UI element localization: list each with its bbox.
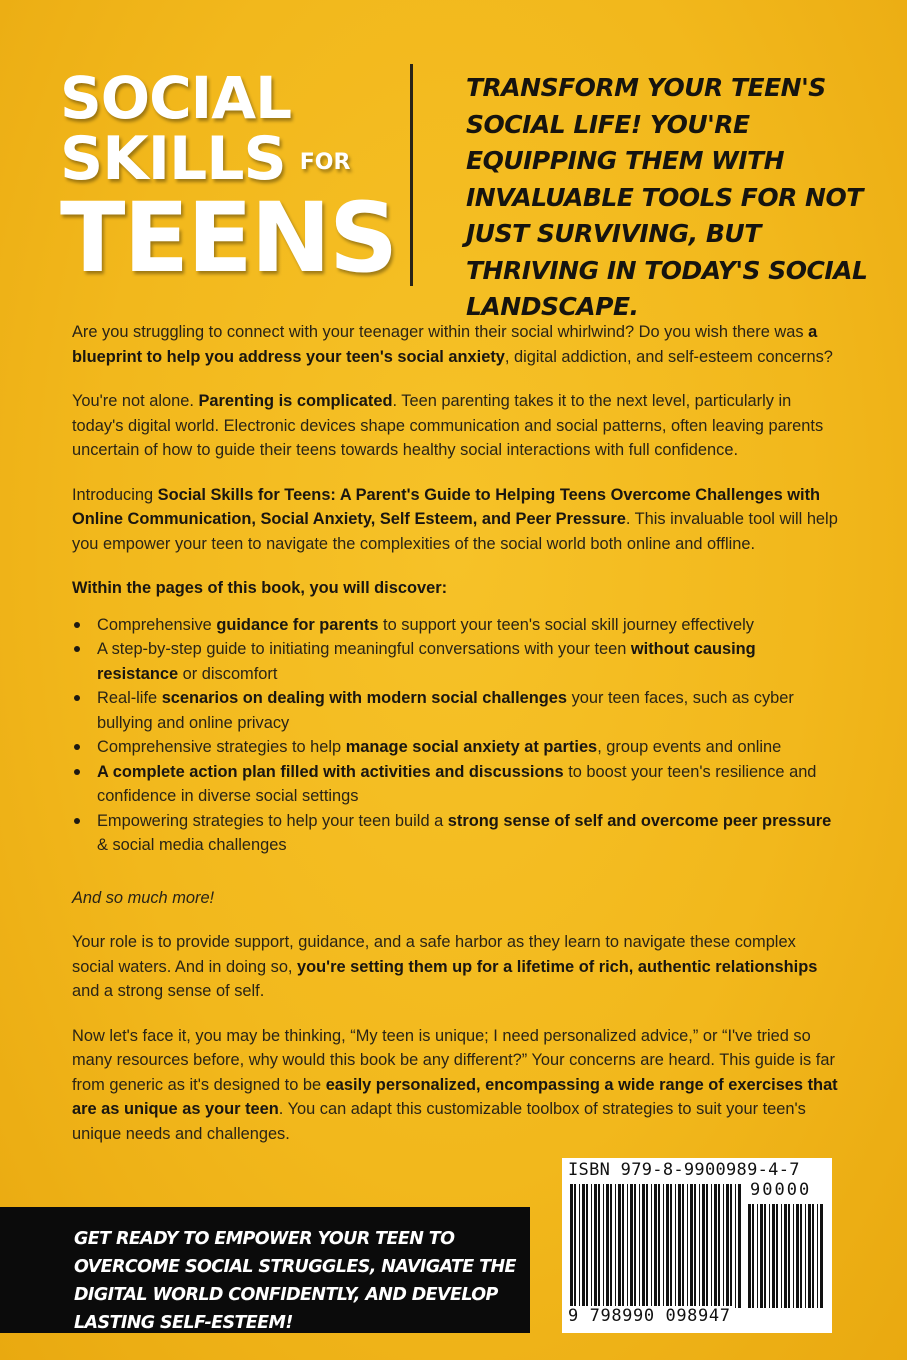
barcode-bar — [678, 1184, 681, 1308]
barcode-bar — [796, 1204, 799, 1308]
barcode-bar — [690, 1184, 693, 1308]
barcode-bar — [615, 1184, 616, 1308]
blurb — [72, 320, 840, 1166]
list-item: Real-life scenarios on dealing with modern social challenges your teen faces, such as cyber bullying and online privacy — [72, 686, 840, 735]
barcode-bar — [788, 1204, 790, 1308]
barcode-bar — [627, 1184, 628, 1308]
barcode-bar — [752, 1204, 754, 1308]
barcode-bar — [574, 1184, 576, 1308]
list-item: Comprehensive guidance for parents to support your teen's social skill journey effectively — [72, 613, 840, 638]
list-item: A complete action plan filled with activities and discussions to boost your teen's resilience and confidence in diverse social settings — [72, 760, 840, 809]
barcode-bar — [591, 1184, 592, 1308]
list-item: A step-by-step guide to initiating meaningful conversations with your teen without causing resistance or discomfort — [72, 637, 840, 686]
list-item: Empowering strategies to help your teen build a strong sense of self and overcome peer pressure & social media challenges — [72, 809, 840, 858]
barcode-bar — [760, 1204, 763, 1308]
barcode-bar — [805, 1204, 806, 1308]
barcode-bar — [730, 1184, 732, 1308]
barcode-bar — [639, 1184, 640, 1308]
barcode-number: 9 798990 098947 — [568, 1306, 731, 1326]
barcode-bar — [634, 1184, 636, 1308]
barcode-bar — [630, 1184, 633, 1308]
barcode-bar — [682, 1184, 684, 1308]
barcode-bar — [586, 1184, 588, 1308]
barcode — [562, 1158, 832, 1333]
call-to-action-banner — [0, 1207, 530, 1333]
barcode-bar — [714, 1184, 717, 1308]
barcode-bar — [748, 1204, 751, 1308]
barcode-bar — [706, 1184, 708, 1308]
barcode-bars — [570, 1184, 742, 1308]
barcode-bar — [654, 1184, 657, 1308]
paragraph-your-role: Your role is to provide support, guidance, and a safe harbor as they learn to navigate these complex social waters. And in doing so, you're setting them up for a lifetime of rich, authentic relationships and a strong sense of self. — [72, 933, 818, 1000]
title-social: SOCIAL — [60, 64, 292, 132]
barcode-bar — [579, 1184, 580, 1308]
barcode-bar — [610, 1184, 612, 1308]
barcode-bar — [784, 1204, 787, 1308]
title-for: FOR — [299, 149, 351, 175]
barcode-bar — [726, 1184, 729, 1308]
barcode-addon-number: 90000 — [750, 1180, 812, 1200]
barcode-bar — [800, 1204, 802, 1308]
barcode-bar — [711, 1184, 712, 1308]
barcode-bar — [675, 1184, 676, 1308]
barcode-bar — [663, 1184, 664, 1308]
barcode-bar — [735, 1184, 736, 1308]
isbn-label: ISBN 979-8-9900989-4-7 — [568, 1160, 800, 1180]
barcode-bar — [598, 1184, 600, 1308]
list-item: Comprehensive strategies to help manage social anxiety at parties, group events and online — [72, 735, 840, 760]
paragraph-introducing: Introducing Social Skills for Teens: A Parent's Guide to Helping Teens Overcome Challenges with Online Communication, Social Anxiety, Self Esteem, and Peer Pressure. This invaluable tool will help you empower your teen to navigate the complexities of the social world both online and offline. — [72, 485, 838, 553]
barcode-bar — [642, 1184, 645, 1308]
tagline: TRANSFORM YOUR TEEN'S SOCIAL LIFE! YOU'RE EQUIPPING THEM WITH INVALUABLE TOOLS FOR NOT JUST SURVIVING, BUT THRIVING IN TODAY'S SOCIAL LANDSCAPE. — [466, 73, 868, 321]
barcode-bar — [820, 1204, 823, 1308]
barcode-addon-bars — [748, 1204, 824, 1308]
and-more: And so much more! — [72, 888, 215, 907]
paragraph-concerns: Now let's face it, you may be thinking, “My teen is unique; I need personalized advice,” or “I've tried so many resources before, why would this book be any different?” Your concerns are heard. This guide is far from generic as it's designed to be easily personalized, encompassing a wide range of exercises that are as unique as your teen. You can adapt this customizable toolbox of strategies to suit your teen's unique needs and challenges. — [72, 1026, 838, 1143]
barcode-bar — [687, 1184, 688, 1308]
barcode-bar — [772, 1204, 775, 1308]
barcode-bar — [738, 1184, 741, 1308]
barcode-bar — [808, 1204, 811, 1308]
barcode-bar — [812, 1204, 814, 1308]
title-teens: TEENS — [60, 182, 397, 294]
paragraph-intro: Are you struggling to connect with your teenager within their social whirlwind? Do you wish there was a blueprint to help you address your teen's social anxiety, digital addiction, and self-esteem concerns? — [72, 323, 833, 366]
barcode-bar — [666, 1184, 669, 1308]
barcode-bar — [699, 1184, 700, 1308]
barcode-bar — [764, 1204, 766, 1308]
barcode-bar — [622, 1184, 624, 1308]
paragraph-not-alone: You're not alone. Parenting is complicated. Teen parenting takes it to the next level, particularly in today's digital world. Electronic devices shape communication and social patterns, often leaving parents uncertain of how to guide their teens towards healthy social interactions with full confidence. — [72, 392, 824, 459]
barcode-bar — [582, 1184, 585, 1308]
barcode-bar — [618, 1184, 621, 1308]
barcode-bar — [769, 1204, 770, 1308]
barcode-bar — [646, 1184, 648, 1308]
barcode-bar — [793, 1204, 794, 1308]
barcode-bar — [718, 1184, 720, 1308]
barcode-bar — [651, 1184, 652, 1308]
barcode-bar — [702, 1184, 705, 1308]
barcode-bar — [757, 1204, 758, 1308]
barcode-bar — [723, 1184, 724, 1308]
title-skills: SKILLS — [60, 124, 286, 194]
title-divider — [410, 64, 413, 286]
barcode-bar — [594, 1184, 597, 1308]
banner-text: GET READY TO EMPOWER YOUR TEEN TO OVERCOME SOCIAL STRUGGLES, NAVIGATE THE DIGITAL WORLD CONFIDENTLY, AND DEVELOP LASTING SELF-ESTEEM! — [74, 1229, 516, 1333]
discover-heading: Within the pages of this book, you will discover: — [72, 579, 448, 597]
barcode-bar — [658, 1184, 660, 1308]
barcode-bar — [670, 1184, 672, 1308]
barcode-bar — [694, 1184, 696, 1308]
barcode-bar — [606, 1184, 609, 1308]
barcode-bar — [603, 1184, 604, 1308]
barcode-bar — [570, 1184, 573, 1308]
barcode-bar — [817, 1204, 818, 1308]
feature-list — [72, 613, 840, 858]
barcode-bar — [776, 1204, 778, 1308]
barcode-bar — [781, 1204, 782, 1308]
